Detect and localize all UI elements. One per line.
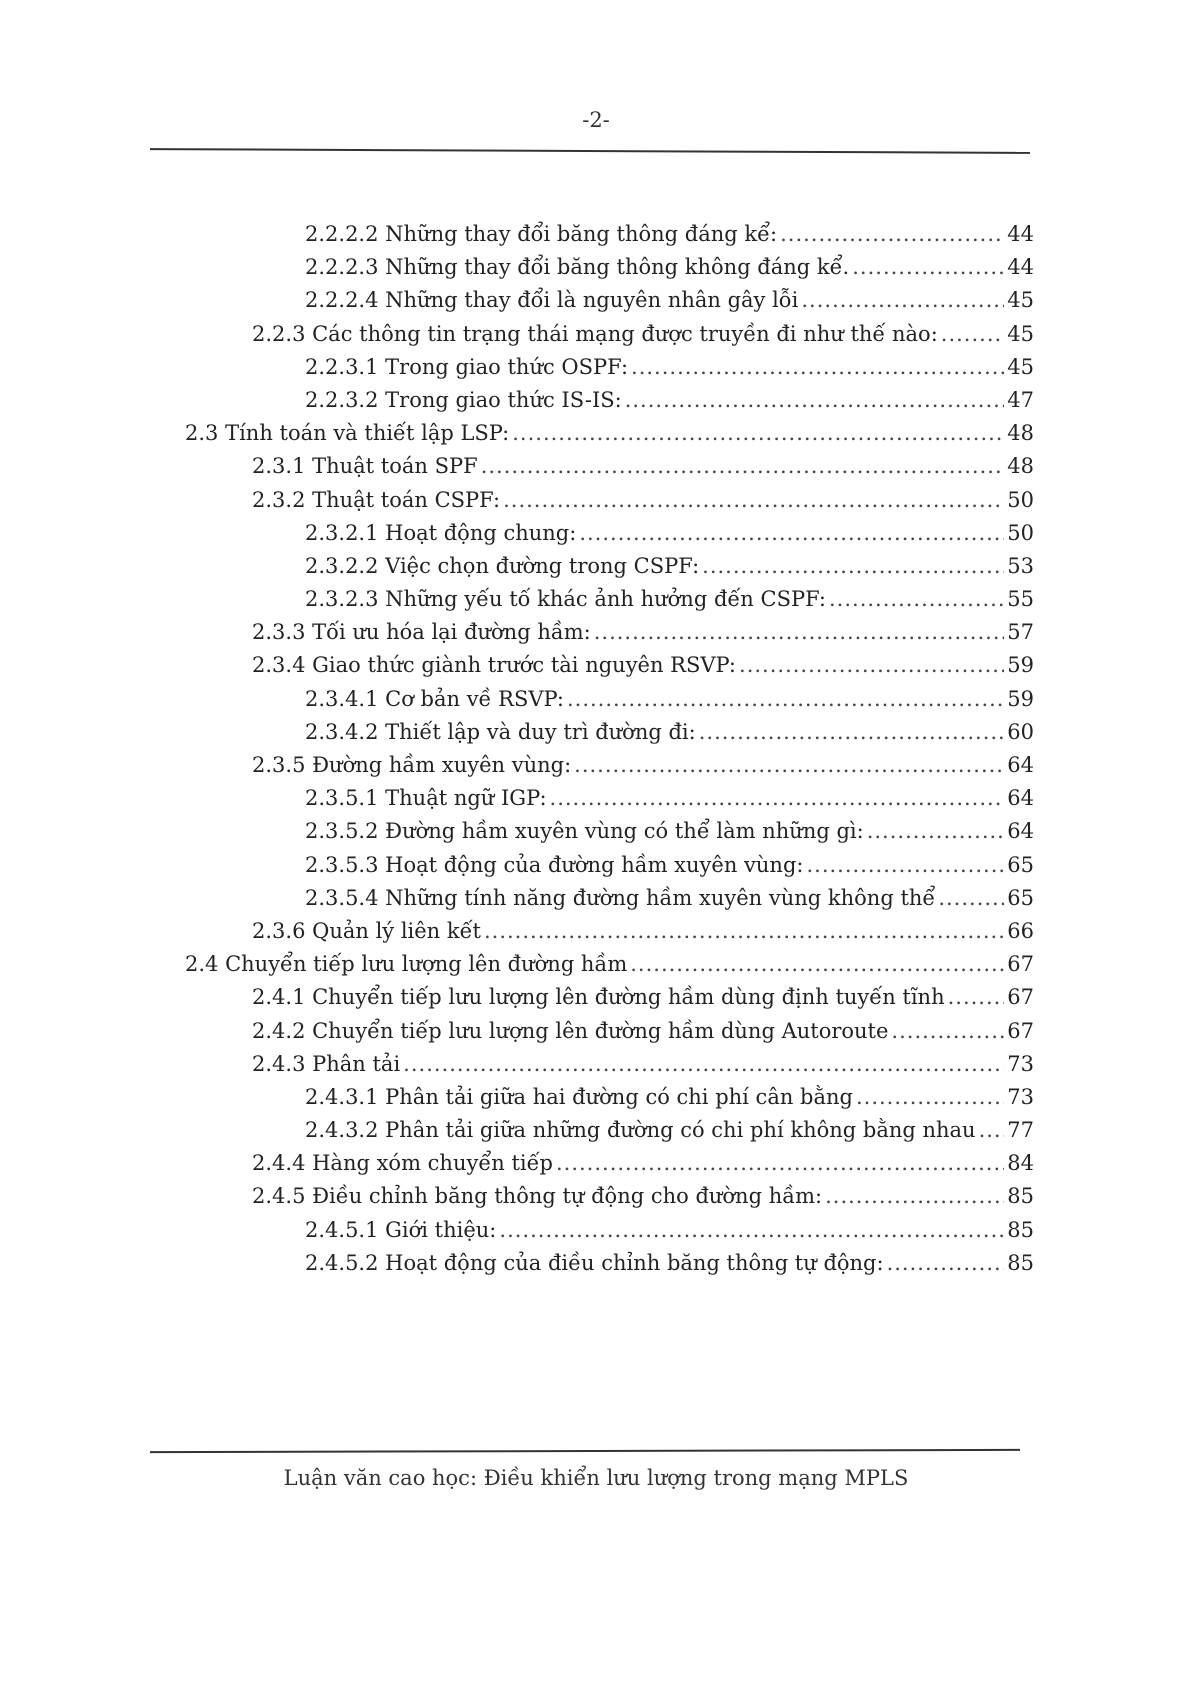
toc-dot-leader [594, 616, 1005, 649]
toc-entry-page: 65 [1007, 885, 1034, 910]
toc-entry-title: 2.2.2.2 Những thay đổi băng thông đáng kể: [305, 222, 778, 246]
footer-rule [150, 1449, 1020, 1453]
toc-dot-leader [806, 849, 1004, 882]
toc-entry-title: 2.3.4 Giao thức giành trước tài nguyên RSVP: [252, 653, 737, 678]
toc-entry-page: 64 [1007, 753, 1034, 777]
toc-entry [0, 218, 1192, 251]
toc-dot-leader [481, 450, 1005, 483]
toc-entry-title: 2.3.2 Thuật toán CSPF: [252, 487, 501, 512]
toc-entry-title: 2.3.2.3 Những yếu tố khác ảnh hưởng đến CSPF: [305, 587, 826, 612]
toc-entry-page: 48 [1007, 421, 1034, 446]
toc-entry-title: 2.3.5 Đường hầm xuyên vùng: [252, 753, 572, 777]
toc-entry [0, 849, 1192, 882]
toc-entry [0, 384, 1192, 417]
toc-entry-title: 2.3.5.4 Những tính năng đường hầm xuyên vùng không thể [305, 885, 936, 910]
toc-entry [0, 417, 1192, 450]
toc-entry-page: 73 [1007, 1051, 1034, 1076]
toc-dot-leader [780, 218, 1004, 251]
toc-entry-title: 2.2.2.3 Những thay đổi băng thông không đáng kể. [305, 255, 850, 280]
toc-entry-page: 57 [1007, 620, 1034, 645]
toc-entry [0, 749, 1192, 782]
toc-entry [0, 1048, 1192, 1081]
toc-entry [0, 915, 1192, 948]
toc-dot-leader [499, 1214, 1004, 1247]
toc-entry-page: 59 [1007, 653, 1034, 678]
toc-entry [0, 1247, 1192, 1280]
toc-entry-title: 2.4.5.1 Giới thiệu: [305, 1217, 497, 1242]
toc-entry-title: 2.3.3 Tối ưu hóa lại đường hầm: [252, 620, 591, 645]
toc-entry [0, 484, 1192, 517]
toc-dot-leader [503, 484, 1004, 517]
toc-entry [0, 450, 1192, 483]
toc-entry-page: 45 [1007, 321, 1034, 346]
toc-dot-leader [801, 284, 1004, 317]
toc-entry [0, 550, 1192, 583]
toc-entry [0, 1114, 1192, 1147]
toc-entry [0, 882, 1192, 915]
toc-dot-leader [702, 550, 1004, 583]
toc-dot-leader [867, 815, 1005, 848]
toc-dot-leader [856, 1081, 1004, 1114]
toc-entry [0, 1147, 1192, 1180]
toc-dot-leader [891, 1015, 1004, 1048]
toc-entry-title: 2.3.5.2 Đường hầm xuyên vùng có thể làm những gì: [305, 819, 864, 844]
footer-text: Luận văn cao học: Điều khiển lưu lượng trong mạng MPLS [283, 1466, 909, 1490]
toc-entry [0, 1180, 1192, 1213]
toc-entry-title: 2.4.5.2 Hoạt động của điều chỉnh băng thông tự động: [305, 1250, 884, 1275]
toc-dot-leader [825, 1180, 1004, 1213]
toc-entry-page: 55 [1007, 587, 1034, 612]
toc-entry-page: 44 [1007, 255, 1034, 280]
toc-entry-title: 2.2.3.2 Trong giao thức IS-IS: [305, 387, 622, 412]
toc-entry-page: 60 [1007, 719, 1034, 744]
toc-entry-title: 2.4.5 Điều chỉnh băng thông tự động cho đường hầm: [252, 1184, 823, 1209]
toc-entry-title: 2.2.3 Các thông tin trạng thái mạng được truyền đi như thế nào: [252, 321, 938, 346]
toc-entry [0, 583, 1192, 616]
toc-dot-leader [484, 915, 1004, 948]
toc-entry-title: 2.3.6 Quản lý liên kết [252, 918, 481, 943]
toc-dot-leader [739, 649, 1004, 682]
toc-entry-title: 2.3.1 Thuật toán SPF [252, 454, 478, 479]
toc-entry [0, 284, 1192, 317]
toc-dot-leader [625, 384, 1005, 417]
toc-entry-page: 50 [1007, 487, 1034, 512]
toc-entry-page: 85 [1007, 1250, 1034, 1275]
toc-entry [0, 948, 1192, 981]
toc-entry-title: 2.2.3.1 Trong giao thức OSPF: [305, 354, 629, 379]
toc-entry-page: 73 [1007, 1084, 1034, 1109]
toc-entry-page: 77 [1007, 1118, 1034, 1143]
toc-entry-title: 2.4.3 Phân tải [252, 1051, 401, 1076]
toc-entry-title: 2.3.4.2 Thiết lập và duy trì đường đi: [305, 719, 696, 744]
toc-dot-leader [630, 948, 1004, 981]
toc-entry-page: 48 [1007, 454, 1034, 479]
toc-dot-leader [887, 1247, 1005, 1280]
toc-dot-leader [979, 1114, 1005, 1147]
toc-entry-page: 85 [1007, 1217, 1034, 1242]
toc-entry-title: 2.4.3.2 Phân tải giữa những đường có chi phí không bằng nhau [305, 1118, 976, 1143]
toc-entry-page: 44 [1007, 222, 1034, 246]
toc-entry-title: 2.3 Tính toán và thiết lập LSP: [185, 421, 510, 446]
toc-entry-page: 50 [1007, 520, 1034, 545]
toc-entry-page: 67 [1007, 985, 1034, 1010]
toc-entry-title: 2.3.5.3 Hoạt động của đường hầm xuyên vùng: [305, 852, 804, 877]
toc-entry [0, 683, 1192, 716]
toc-entry-title: 2.4.1 Chuyển tiếp lưu lượng lên đường hầm dùng định tuyến tĩnh [252, 985, 945, 1010]
toc-dot-leader [938, 882, 1004, 915]
toc-entry-title: 2.4.3.1 Phân tải giữa hai đường có chi phí cân bằng [305, 1084, 853, 1109]
toc-entry [0, 351, 1192, 384]
header-rule [150, 148, 1030, 154]
toc-dot-leader [829, 583, 1004, 616]
toc-dot-leader [574, 749, 1004, 782]
toc-entry-page: 84 [1007, 1151, 1034, 1176]
toc-dot-leader [852, 251, 1004, 284]
toc-entry [0, 815, 1192, 848]
toc-entry-page: 67 [1007, 952, 1034, 977]
toc-entry-page: 65 [1007, 852, 1034, 877]
toc-dot-leader [948, 981, 1005, 1014]
toc-entry [0, 251, 1192, 284]
toc-entry-title: 2.2.2.4 Những thay đổi là nguyên nhân gây lỗi [305, 288, 799, 313]
toc-entry-page: 67 [1007, 1018, 1034, 1043]
toc-entry-page: 53 [1007, 553, 1034, 578]
toc-dot-leader [556, 1147, 1004, 1180]
toc-dot-leader [550, 782, 1005, 815]
toc-dot-leader [567, 683, 1004, 716]
toc-entry-page: 64 [1007, 819, 1034, 844]
toc-dot-leader [699, 716, 1005, 749]
toc-entry-page: 66 [1007, 918, 1034, 943]
page-number: -2- [582, 108, 610, 132]
toc-entry-title: 2.4.4 Hàng xóm chuyển tiếp [252, 1151, 553, 1176]
toc-entry-title: 2.3.2.1 Hoạt động chung: [305, 520, 577, 545]
toc-entry [0, 1214, 1192, 1247]
toc-entry-page: 45 [1007, 354, 1034, 379]
toc-dot-leader [631, 351, 1004, 384]
toc-dot-leader [941, 318, 1004, 351]
toc-dot-leader [403, 1048, 1004, 1081]
toc-entry-page: 64 [1007, 786, 1034, 811]
toc-entry-title: 2.3.2.2 Việc chọn đường trong CSPF: [305, 553, 700, 578]
toc-entry [0, 1015, 1192, 1048]
table-of-contents [0, 218, 1192, 1280]
toc-entry-page: 47 [1007, 387, 1034, 412]
toc-entry-page: 59 [1007, 686, 1034, 711]
toc-entry-title: 2.3.5.1 Thuật ngữ IGP: [305, 786, 547, 811]
toc-entry [0, 649, 1192, 682]
toc-entry-page: 45 [1007, 288, 1034, 313]
toc-entry-title: 2.4.2 Chuyển tiếp lưu lượng lên đường hầm dùng Autoroute [252, 1018, 889, 1043]
toc-entry [0, 1081, 1192, 1114]
toc-entry-title: 2.3.4.1 Cơ bản về RSVP: [305, 686, 564, 711]
toc-entry-title: 2.4 Chuyển tiếp lưu lượng lên đường hầm [185, 952, 628, 977]
toc-entry [0, 318, 1192, 351]
toc-entry [0, 517, 1192, 550]
toc-entry [0, 616, 1192, 649]
toc-entry [0, 981, 1192, 1014]
toc-entry [0, 782, 1192, 815]
toc-dot-leader [512, 417, 1004, 450]
toc-entry [0, 716, 1192, 749]
toc-entry-page: 85 [1007, 1184, 1034, 1209]
toc-dot-leader [579, 517, 1004, 550]
